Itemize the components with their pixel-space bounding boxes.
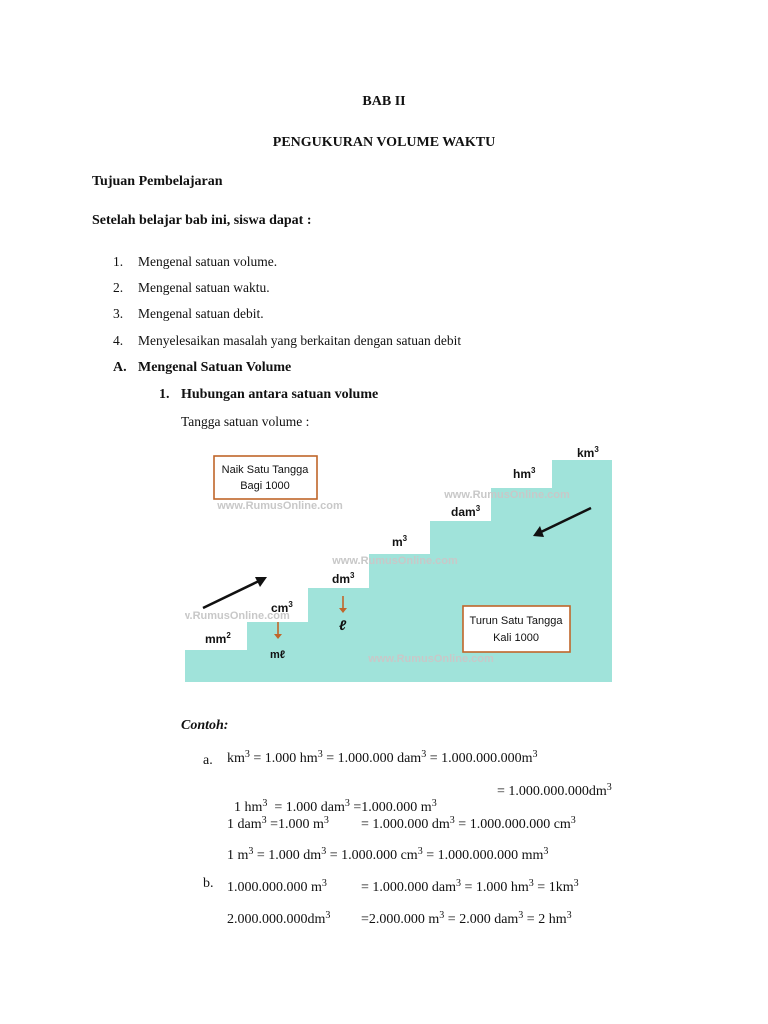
example-b-row2-result: =2.000.000 $m^3 = 2.000$ dam$^3$ = 2 $hm^3$	[361, 910, 572, 927]
subsection-title: Hubungan antara satuan volume	[181, 387, 379, 402]
list-item	[113, 280, 270, 296]
watermark-text: www.RumusOnline.com	[444, 489, 570, 501]
example-a-row2-result: = $1.000.000.000dm^3$	[497, 782, 612, 799]
section-heading	[113, 360, 292, 376]
watermark-text: www.RumusOnline.com	[217, 500, 343, 512]
list-item	[113, 306, 264, 322]
list-number: 1.	[113, 254, 124, 269]
example-label-a: a.	[203, 753, 213, 768]
list-number: 3.	[113, 306, 124, 321]
unit-label-dm: $dm^3$	[332, 571, 355, 586]
section-number: A.	[113, 360, 127, 375]
example-b-row1-result: = 1.000.000 dam$^3$ = 1.000 $hm^3 = 1km^3$	[361, 878, 579, 895]
watermark-text: www.RumusOnline.com	[368, 653, 494, 665]
unit-label-m: $m^3$	[392, 534, 408, 549]
subsection-heading	[159, 387, 379, 403]
unit-label-cm: $cm^3$	[271, 600, 293, 615]
down-box-line1: Turun Satu Tangga	[469, 615, 563, 627]
example-a-row1: $km^3 = 1.000$ $hm^3 = 1.000.000$ $dam^3 = 1.000.000.000m^3$	[227, 749, 538, 766]
example-a-row4: 1 $m^3 = 1.000$ $dm^3 = 1.000.000$ $cm^3 = 1.000.000.000$ $mm^3$	[227, 846, 549, 863]
example-b-row2: $2.000.000.000dm^3$	[227, 910, 331, 927]
unit-label-km: $km^3$	[577, 445, 599, 460]
up-arrow-icon	[203, 581, 259, 608]
down-box-line2: Kali 1000	[493, 632, 539, 644]
up-info-box	[214, 456, 317, 499]
chapter-label: BAB II	[362, 94, 406, 109]
list-text: Menyelesaikan masalah yang berkaitan dengan satuan debit	[138, 333, 462, 348]
chapter-title: PENGUKURAN VOLUME WAKTU	[272, 135, 496, 150]
example-a-row2: 1 $hm^3 = 1.000$ dam$^3$ =1.000.000 $m^3$	[234, 798, 437, 815]
watermark-text: w.RumusOnline.com	[185, 610, 290, 622]
examples-heading: Contoh:	[181, 718, 229, 733]
list-item	[113, 333, 462, 349]
objectives-intro: Setelah belajar bab ini, siswa dapat :	[92, 213, 312, 228]
example-b-row1: 1.000.000.000 $m^3$	[227, 878, 327, 895]
volume-staircase-diagram	[185, 438, 615, 684]
watermark-text: www.RumusOnline.com	[332, 555, 458, 567]
up-box-line1: Naik Satu Tangga	[221, 464, 309, 476]
list-number: 2.	[113, 280, 124, 295]
equiv-label-ml: mℓ	[270, 649, 286, 661]
equiv-label-l: ℓ	[339, 617, 347, 633]
list-text: Mengenal satuan debit.	[138, 306, 264, 321]
list-text: Mengenal satuan waktu.	[138, 280, 270, 295]
unit-label-hm: $hm^3$	[513, 466, 536, 481]
list-number: 4.	[113, 333, 124, 348]
unit-label-mm: $mm^2$	[205, 631, 231, 646]
example-a-row3-result: = 1.000.000 $dm^3 = 1.000.000.000$ $cm^3$	[361, 815, 576, 832]
down-info-box	[463, 606, 570, 652]
objectives-heading: Tujuan Pembelajaran	[92, 174, 223, 189]
up-box-line2: Bagi 1000	[240, 480, 290, 492]
list-text: Mengenal satuan volume.	[138, 254, 278, 269]
diagram-intro: Tangga satuan volume :	[181, 414, 310, 429]
list-item	[113, 254, 278, 270]
staircase-svg	[185, 438, 615, 684]
example-a-row3: 1 dam$^3$ =1.000 $m^3$	[227, 815, 329, 832]
subsection-number: 1.	[159, 387, 170, 402]
unit-label-dam: dam$^3$	[451, 504, 481, 519]
example-label-b: b.	[203, 876, 214, 891]
section-title: Mengenal Satuan Volume	[138, 360, 292, 375]
